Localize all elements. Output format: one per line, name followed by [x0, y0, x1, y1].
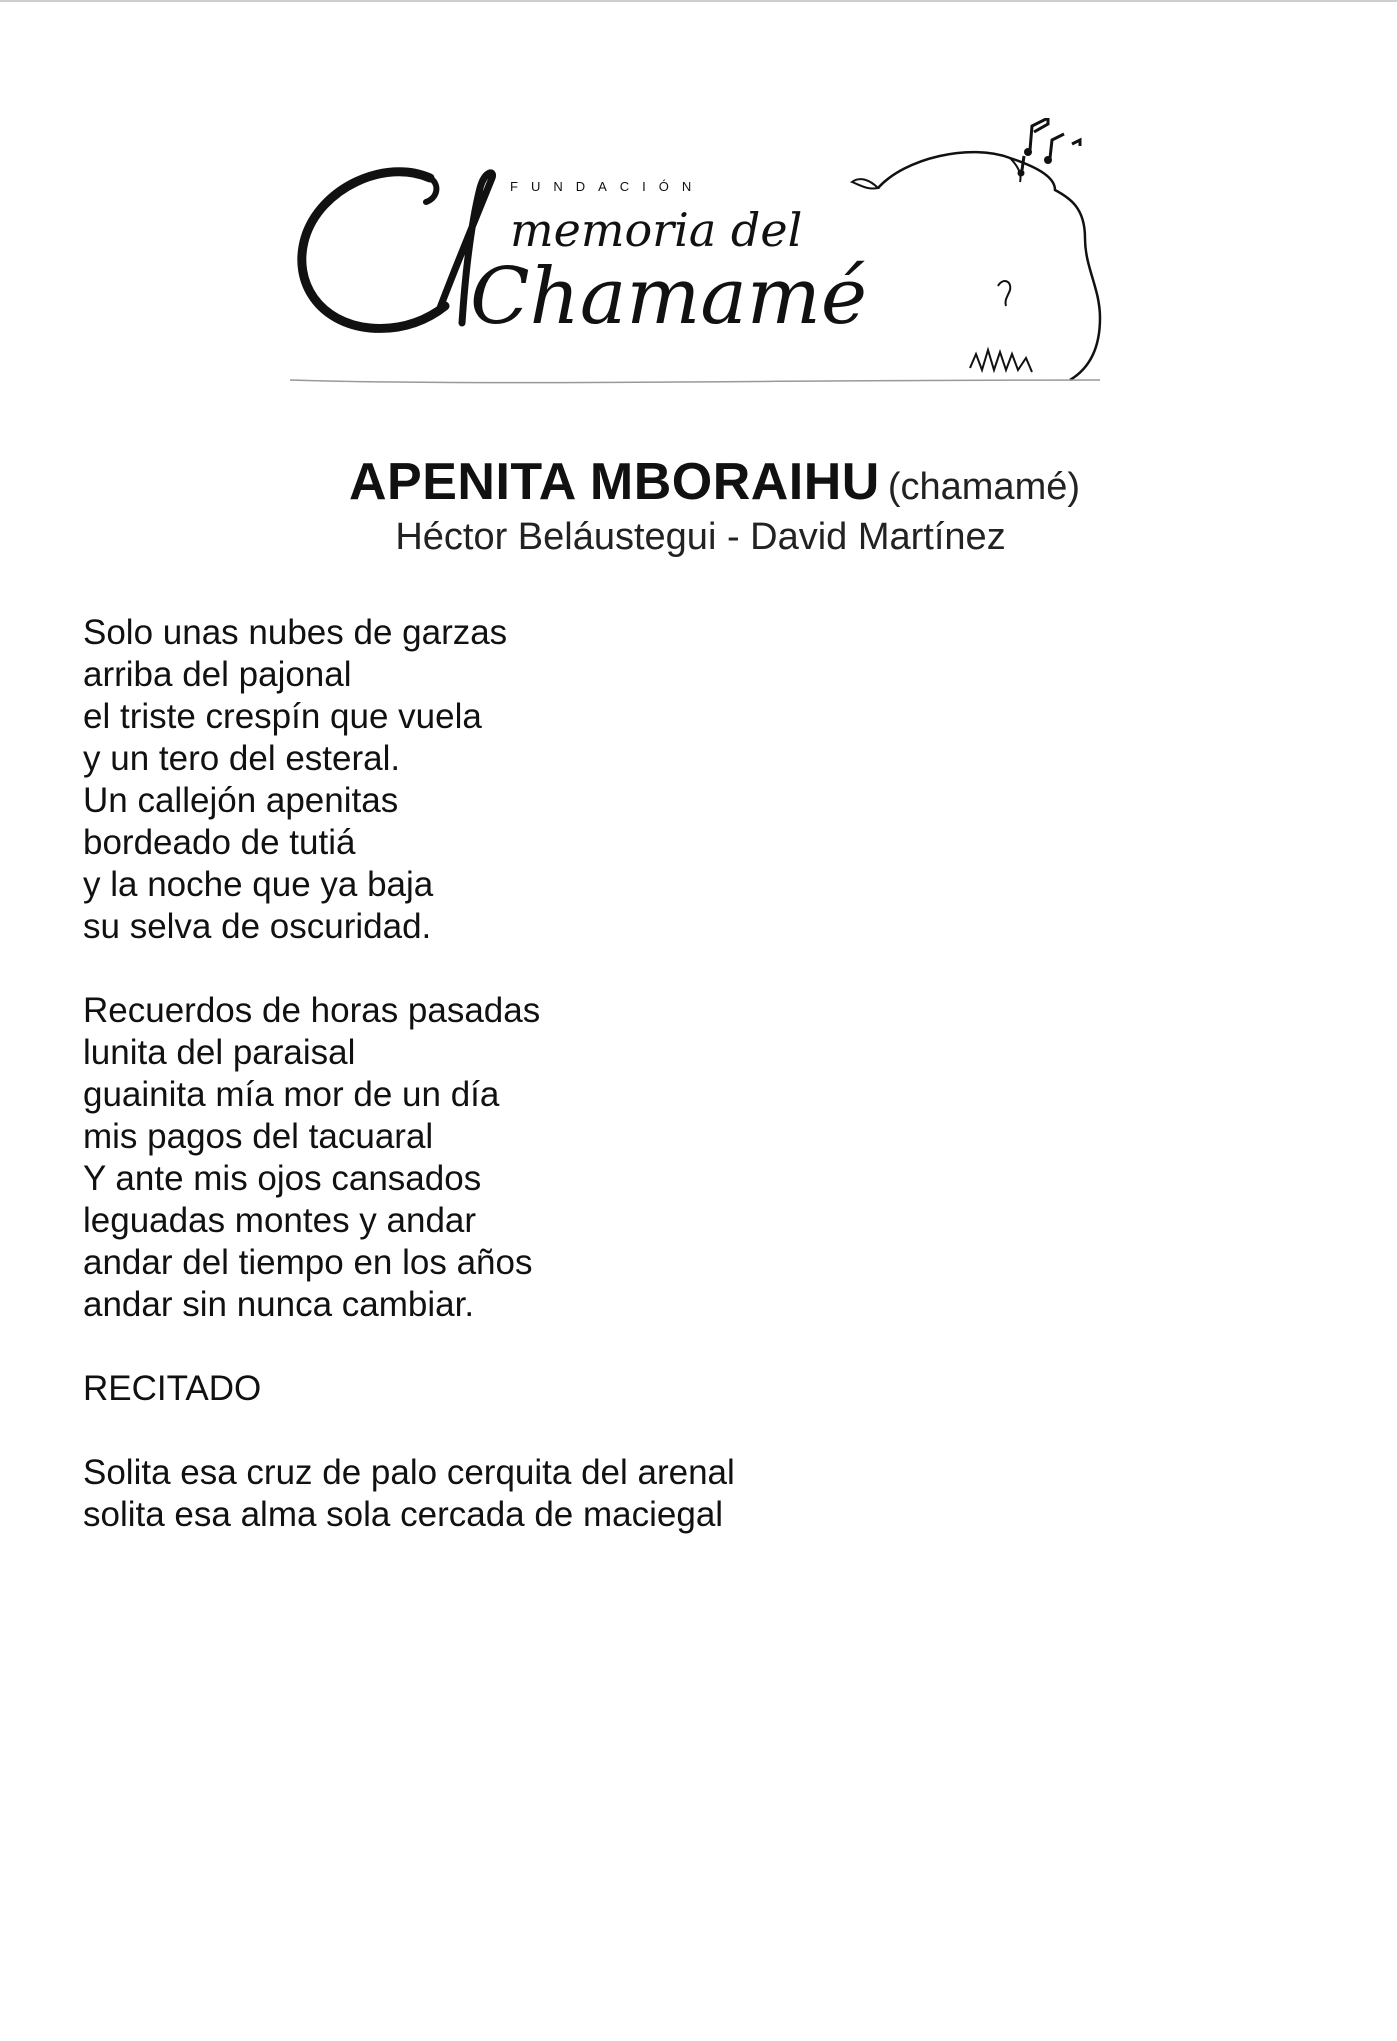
- lyric-line: Y ante mis ojos cansados: [83, 1159, 482, 1198]
- lyric-line: y la noche que ya baja: [83, 865, 434, 904]
- lyric-line: andar sin nunca cambiar.: [83, 1285, 475, 1324]
- lyric-line: y un tero del esteral.: [83, 739, 401, 778]
- lyric-line: arriba del pajonal: [83, 655, 352, 694]
- stanza-3: [83, 1452, 1303, 1536]
- lyric-line: guainita mía mor de un día: [83, 1075, 500, 1114]
- lyric-line: lunita del paraisal: [83, 1033, 356, 1072]
- logo-chamame-text: Chamamé: [470, 252, 868, 342]
- song-authors: Héctor Beláustegui - David Martínez: [395, 516, 1006, 558]
- fundacion-memoria-del-chamame-logo: [280, 118, 1140, 408]
- recitado-label: RECITADO: [83, 1369, 262, 1408]
- lyric-line: su selva de oscuridad.: [83, 907, 432, 946]
- logo-memoria-del-text: memoria del: [510, 203, 803, 257]
- lyric-line: Un callejón apenitas: [83, 781, 399, 820]
- title-line: [32, 452, 1397, 512]
- lyric-line: mis pagos del tacuaral: [83, 1117, 434, 1156]
- logo-fundacion-text: FUNDACIÓN: [510, 179, 705, 194]
- music-notes-icon: [1018, 118, 1081, 177]
- song-genre: (chamamé): [887, 466, 1081, 508]
- lyric-line: Recuerdos de horas pasadas: [83, 991, 541, 1030]
- lyric-line: el triste crespín que vuela: [83, 697, 482, 736]
- stanza-2: [83, 990, 1303, 1326]
- song-header: [0, 452, 1397, 559]
- lyric-line: Solita esa cruz de palo cerquita del arenal: [83, 1453, 735, 1492]
- lyric-line: leguadas montes y andar: [83, 1201, 477, 1240]
- lyric-line: solita esa alma sola cercada de maciegal: [83, 1495, 724, 1534]
- lyric-line: bordeado de tutiá: [83, 823, 356, 862]
- lyrics-body: [83, 612, 1303, 1578]
- lyric-line: Solo unas nubes de garzas: [83, 613, 508, 652]
- stanza-1: [83, 612, 1303, 948]
- song-title: APENITA MBORAIHU: [348, 453, 880, 511]
- top-rule: [0, 0, 1397, 2]
- lyric-line: andar del tiempo en los años: [83, 1243, 533, 1282]
